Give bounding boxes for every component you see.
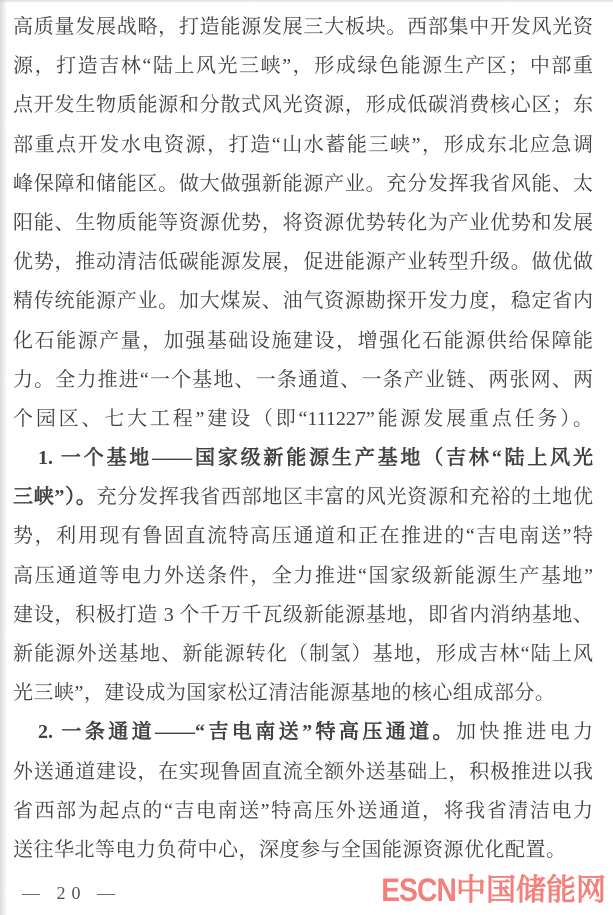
text-line xyxy=(13,8,593,47)
text-line xyxy=(13,361,593,400)
text-line xyxy=(13,400,593,439)
text-line xyxy=(13,517,593,556)
text-line xyxy=(13,86,593,125)
text-line xyxy=(13,557,593,596)
text-segment: 化石能源产量，加强基础设施建设，增强化石能源供给保障能 xyxy=(13,329,593,352)
text-line xyxy=(13,204,593,243)
text-segment-bold: 1. 一个基地——国家级新能源生产基地（吉林“陆上风光 xyxy=(38,447,593,470)
text-segment: 送往华北等电力负荷中心，深度参与全国能源资源优化配置。 xyxy=(13,838,567,861)
text-segment: 源，打造吉林“陆上风光三峡”，形成绿色能源生产区；中部重 xyxy=(13,55,593,78)
text-line xyxy=(13,792,593,831)
text-segment: 建设，积极打造 3 个千万千瓦级新能源基地，即省内消纳基地、 xyxy=(13,603,593,626)
text-line xyxy=(13,322,593,361)
page-number: — 20 — xyxy=(22,883,121,903)
text-line xyxy=(13,596,593,635)
text-segment: 新能源外送基地、新能源转化（制氢）基地，形成吉林“陆上风 xyxy=(13,643,593,665)
text-line xyxy=(13,635,593,674)
text-segment: 部重点开发水电资源，打造“山水蓄能三峡”，形成东北应急调 xyxy=(13,133,593,156)
text-segment: 充分发挥我省西部地区丰富的风光资源和充裕的土地优 xyxy=(96,486,594,509)
scan-edge-artifact-left xyxy=(0,0,7,915)
text-line xyxy=(13,753,593,792)
text-segment-bold: 2. 一条通道——“吉电南送”特高压通道。 xyxy=(38,721,456,744)
text-line xyxy=(13,282,593,321)
text-line xyxy=(13,674,593,713)
text-line xyxy=(13,439,593,478)
text-line xyxy=(13,126,593,165)
watermark-latin-text: ESCN xyxy=(381,872,456,908)
text-segment: 外送通道建设，在实现鲁固直流全额外送基础上，积极推进以我 xyxy=(13,760,593,783)
text-segment: 峰保障和储能区。做大做强新能源产业。充分发挥我省风能、太 xyxy=(13,172,593,195)
watermark-escn-logo xyxy=(371,874,606,906)
text-line xyxy=(13,47,593,86)
text-line xyxy=(13,243,593,282)
text-segment: 阳能、生物质能等资源优势，将资源优势转化为产业优势和发展 xyxy=(13,211,593,234)
text-segment: 个园区、七大工程”建设（即“111227”能源发展重点任务）。 xyxy=(13,407,593,430)
text-line xyxy=(13,478,593,517)
text-segment: 点开发生物质能源和分散式风光资源，形成低碳消费核心区；东 xyxy=(13,94,593,117)
text-segment: 精传统能源产业。加大煤炭、油气资源勘探开发力度，稳定省内 xyxy=(13,290,593,313)
text-segment: 省西部为起点的“吉电南送”特高压外送通道，将我省清洁电力 xyxy=(13,799,593,822)
text-segment-bold: 三峡”）。 xyxy=(13,486,97,509)
text-segment: 势，利用现有鲁固直流特高压通道和正在推进的“吉电南送”特 xyxy=(13,525,593,548)
text-segment: 加快推进电力 xyxy=(455,721,594,744)
scan-edge-artifact-top xyxy=(0,0,613,3)
document-body xyxy=(13,8,593,870)
text-segment: 光三峡”，建设成为国家松辽清洁能源基地的核心组成部分。 xyxy=(13,682,556,705)
text-line xyxy=(13,713,593,752)
text-line xyxy=(13,831,593,870)
text-segment: 优势，推动清洁低碳能源发展，促进能源产业转型升级。做优做 xyxy=(13,251,593,274)
watermark-cjk-text: 中国储能网 xyxy=(456,874,606,907)
text-line xyxy=(13,165,593,204)
text-segment: 力。全力推进“一个基地、一条通道、一条产业链、两张网、两 xyxy=(13,368,593,391)
text-segment: 高压通道等电力外送条件，全力推进“国家级新能源生产基地” xyxy=(13,564,593,587)
text-segment: 高质量发展战略，打造能源发展三大板块。西部集中开发风光资 xyxy=(13,16,593,38)
